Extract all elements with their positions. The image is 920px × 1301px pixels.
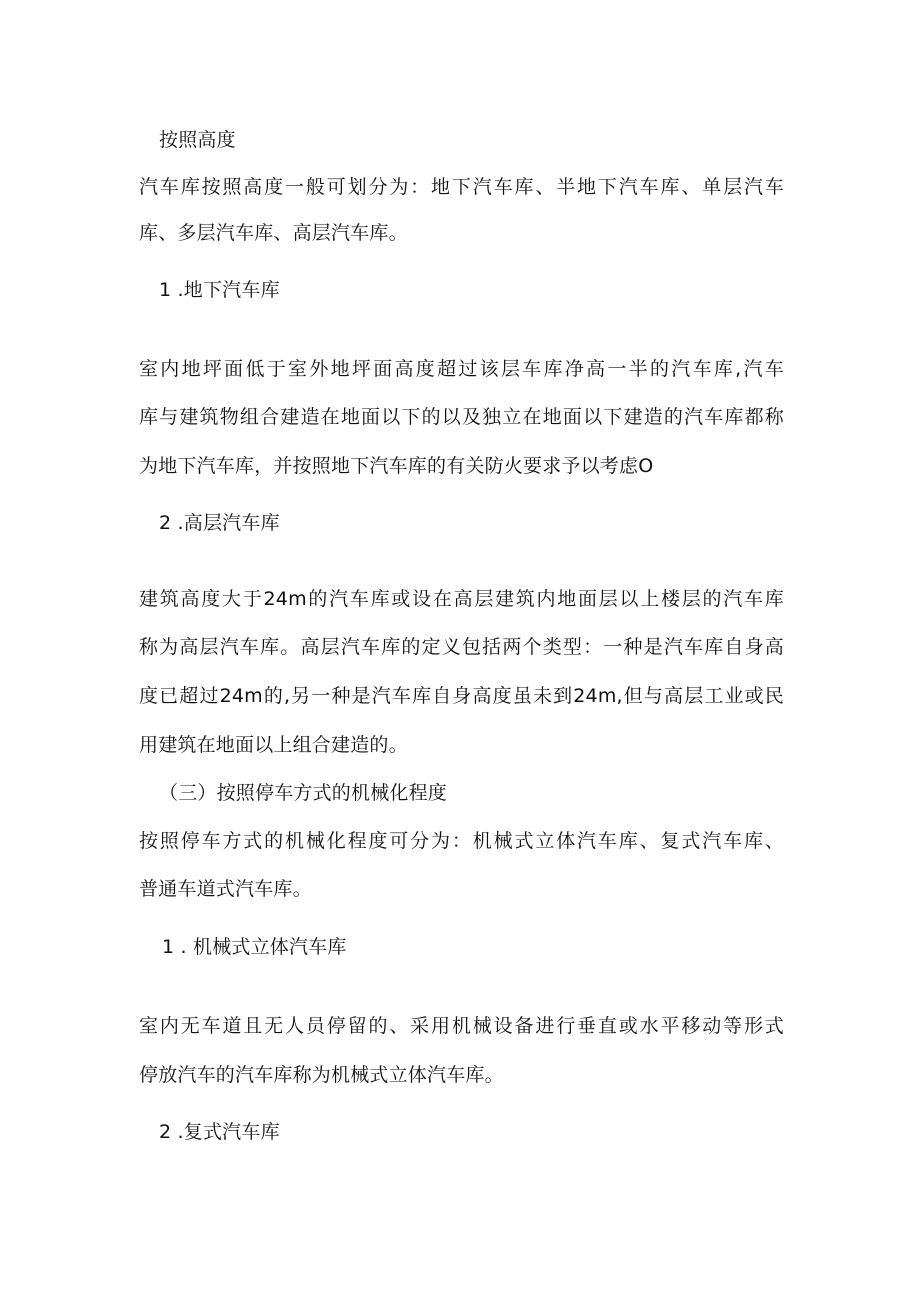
- paragraph-line: 度已超过24m的,另一种是汽车库自身高度虽未到24m,但与高层工业或民: [139, 685, 784, 707]
- item-highrise-title: 2 .高层汽车库: [159, 512, 280, 534]
- paragraph-line: 按照停车方式的机械化程度可分为：机械式立体汽车库、复式汽车库、: [139, 830, 784, 852]
- item-duplex-title: 2 .复式汽车库: [159, 1121, 280, 1143]
- paragraph-line: 汽车库按照高度一般可划分为：地下汽车库、半地下汽车库、单层汽车: [139, 176, 784, 198]
- item-mechanical-title: 1 . 机械式立体汽车库: [162, 936, 347, 958]
- paragraph-line: 用建筑在地面以上组合建造的。: [139, 734, 408, 756]
- section-heading-mechanization: （三）按照停车方式的机械化程度: [159, 782, 448, 804]
- paragraph-line: 称为高层汽车库。高层汽车库的定义包括两个类型：一种是汽车库自身高: [139, 636, 784, 658]
- paragraph-line: 室内无车道且无人员停留的、采用机械设备进行垂直或水平移动等形式: [139, 1015, 784, 1037]
- paragraph-line: 室内地坪面低于室外地坪面高度超过该层车库净高一半的汽车库,汽车: [139, 358, 784, 380]
- paragraph-line: 为地下汽车库，并按照地下汽车库的有关防火要求予以考虑O: [139, 455, 654, 477]
- paragraph-line: 库与建筑物组合建造在地面以下的以及独立在地面以下建造的汽车库都称: [139, 406, 784, 428]
- paragraph-line: 建筑高度大于24m的汽车库或设在高层建筑内地面层以上楼层的汽车库: [139, 588, 784, 610]
- paragraph-line: 普通车道式汽车库。: [139, 878, 312, 900]
- paragraph-line: 停放汽车的汽车库称为机械式立体汽车库。: [139, 1064, 504, 1086]
- item-underground-title: 1 .地下汽车库: [159, 279, 280, 301]
- heading-by-height: 按照高度: [159, 129, 236, 151]
- paragraph-line: 库、多层汽车库、高层汽车库。: [139, 222, 408, 244]
